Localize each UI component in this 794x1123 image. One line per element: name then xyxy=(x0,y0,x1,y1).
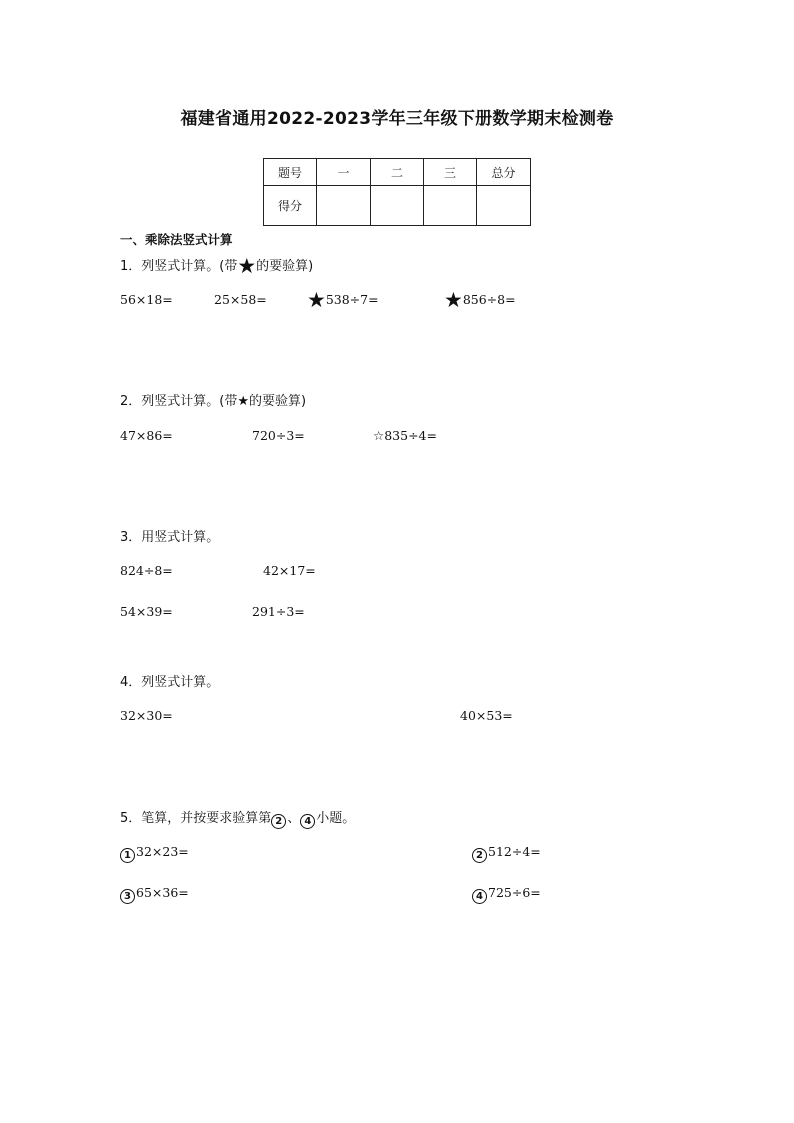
score-table-header-row xyxy=(264,159,531,186)
question-5 xyxy=(120,807,355,829)
problem: 32×30= xyxy=(120,708,173,723)
question-5-prefix: 5．笔算，并按要求验算第 xyxy=(120,811,272,826)
problem-text: 65×36= xyxy=(136,885,189,900)
score-table-score-row xyxy=(264,186,531,226)
star-icon: ★ xyxy=(307,288,326,312)
problem-starred xyxy=(444,288,516,312)
problem xyxy=(120,885,189,904)
star-icon: ★ xyxy=(444,288,463,312)
problem: 824÷8= xyxy=(120,563,173,578)
problem-starred xyxy=(307,288,379,312)
circled-number: 2 xyxy=(472,848,487,863)
section-heading: 一、乘除法竖式计算 xyxy=(120,232,233,247)
score-cell xyxy=(477,186,531,226)
question-3: 3．用竖式计算。 xyxy=(120,530,220,545)
problem-text: 856÷8= xyxy=(462,292,516,307)
circled-number: 3 xyxy=(120,889,135,904)
score-header-cell: 二 xyxy=(371,159,424,186)
question-2: 2．列竖式计算。(带★的要验算) xyxy=(120,394,307,409)
star-icon: ★ xyxy=(237,254,257,278)
question-1 xyxy=(120,254,314,278)
circled-number: 2 xyxy=(271,814,286,829)
problem: 42×17= xyxy=(263,563,316,578)
score-cell xyxy=(371,186,424,226)
question-1-prefix: 1．列竖式计算。(带 xyxy=(120,259,238,274)
circled-number: 4 xyxy=(472,889,487,904)
problem: 720÷3= xyxy=(252,428,305,443)
question-5-suffix: 小题。 xyxy=(316,811,356,826)
problem: ☆835÷4= xyxy=(373,428,437,443)
problem: 54×39= xyxy=(120,604,173,619)
score-cell xyxy=(317,186,371,226)
problem: 47×86= xyxy=(120,428,173,443)
question-1-suffix: 的要验算) xyxy=(256,259,314,274)
score-header-cell: 总分 xyxy=(477,159,531,186)
score-table xyxy=(263,158,531,226)
circled-number: 1 xyxy=(120,848,135,863)
circled-number: 4 xyxy=(300,814,315,829)
problem xyxy=(472,885,541,904)
score-header-cell: 三 xyxy=(424,159,477,186)
problem: 25×58= xyxy=(214,292,267,307)
problem-text: 512÷4= xyxy=(488,844,541,859)
problem-text: 725÷6= xyxy=(488,885,541,900)
problem xyxy=(120,844,189,863)
problem: 291÷3= xyxy=(252,604,305,619)
question-4: 4．列竖式计算。 xyxy=(120,675,220,690)
problem-text: 32×23= xyxy=(136,844,189,859)
problem-text: 538÷7= xyxy=(325,292,379,307)
score-cell xyxy=(424,186,477,226)
score-header-cell: 题号 xyxy=(264,159,317,186)
question-5-sep: 、 xyxy=(287,811,301,826)
problem xyxy=(472,844,541,863)
problem: 40×53= xyxy=(460,708,513,723)
score-header-cell: 一 xyxy=(317,159,371,186)
problem: 56×18= xyxy=(120,292,173,307)
score-row-label: 得分 xyxy=(264,186,317,226)
page-title: 福建省通用2022-2023学年三年级下册数学期末检测卷 xyxy=(180,109,614,129)
